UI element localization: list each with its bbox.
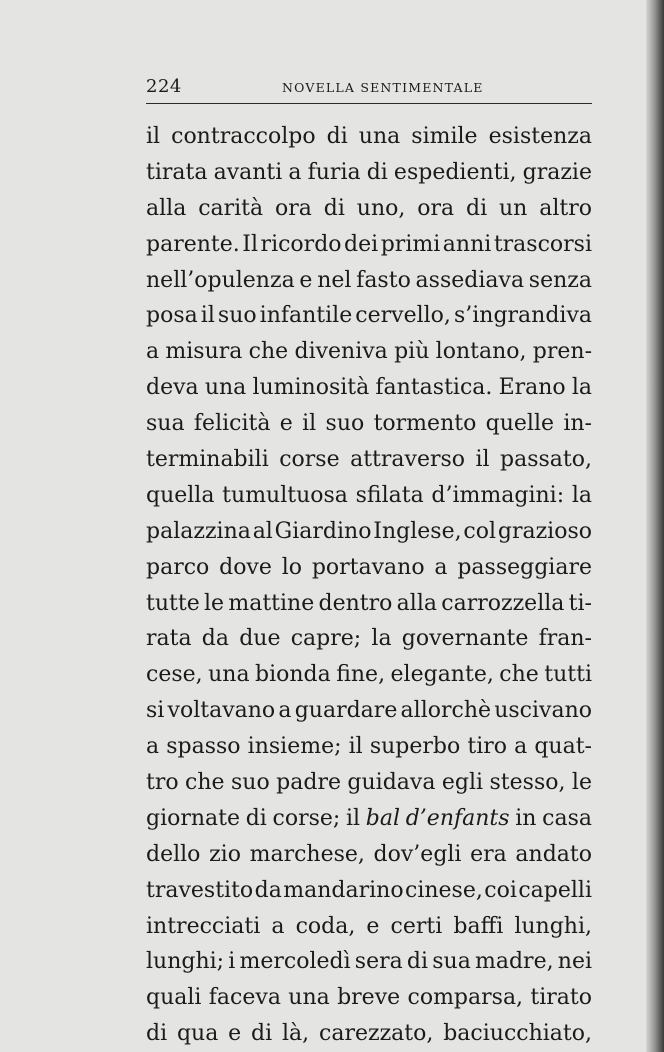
page-edge-shadow: [646, 0, 664, 1052]
header-rule: [146, 103, 592, 104]
body-text: [146, 119, 592, 1052]
text-line: deva una luminosità fantastica. Erano la: [146, 375, 592, 401]
text-line: nell’opulenza e nel fasto assediava senza: [146, 267, 592, 293]
text-line: quali faceva una breve comparsa, tirato: [146, 985, 592, 1011]
text-line: dello zio marchese, dov’egli era andato: [146, 841, 592, 867]
text-line: il contraccolpo di una simile esistenza: [146, 124, 592, 149]
text-line: cese, una bionda fine, elegante, che tutti: [146, 662, 592, 688]
text-line: terminabili corse attraverso il passato,: [146, 447, 592, 473]
text-segment: giornate di corse; il: [146, 805, 361, 831]
text-line: parente. Il ricordo dei primi anni trascorsi: [146, 231, 592, 257]
text-line-italic-phrase: [146, 801, 592, 837]
text-line: sua felicità e il suo tormento quelle in-: [146, 411, 592, 437]
text-line: tro che suo padre guidava egli stesso, le: [146, 770, 592, 796]
page-header: [146, 74, 592, 100]
text-line: parco dove lo portavano a passeggiare: [146, 554, 592, 580]
text-line: posa il suo infantile cervello, s’ingrandiva: [146, 303, 592, 329]
text-line: a misura che diveniva più lontano, pren-: [146, 339, 592, 365]
text-line: si voltavano a guardare allorchè uscivano: [146, 698, 592, 724]
text-line: lunghi; i mercoledì sera di sua madre, nei: [146, 949, 592, 975]
text-line: tutte le mattine dentro alla carrozzella ti-: [146, 590, 592, 616]
text-line: a spasso insieme; il superbo tiro a quat-: [146, 734, 592, 760]
text-line: alla carità ora di uno, ora di un altro: [146, 195, 592, 221]
text-line: intrecciati a coda, e certi baffi lunghi,: [146, 913, 592, 939]
text-line: palazzina al Giardino Inglese, col grazioso: [146, 518, 592, 544]
text-segment: in casa: [515, 805, 592, 831]
page-number: 224: [146, 76, 182, 97]
italic-phrase: bal d’enfants: [365, 805, 510, 831]
text-line: travestito da mandarino cinese, coi capelli: [146, 877, 592, 903]
text-line: di qua e di là, carezzato, baciucchiato,: [146, 1021, 592, 1047]
text-line: rata da due capre; la governante fran-: [146, 626, 592, 652]
text-line: tirata avanti a furia di espedienti, grazie: [146, 159, 592, 185]
running-title: NOVELLA SENTIMENTALE: [282, 80, 484, 95]
text-line: quella tumultuosa sfilata d’immagini: la: [146, 482, 592, 508]
